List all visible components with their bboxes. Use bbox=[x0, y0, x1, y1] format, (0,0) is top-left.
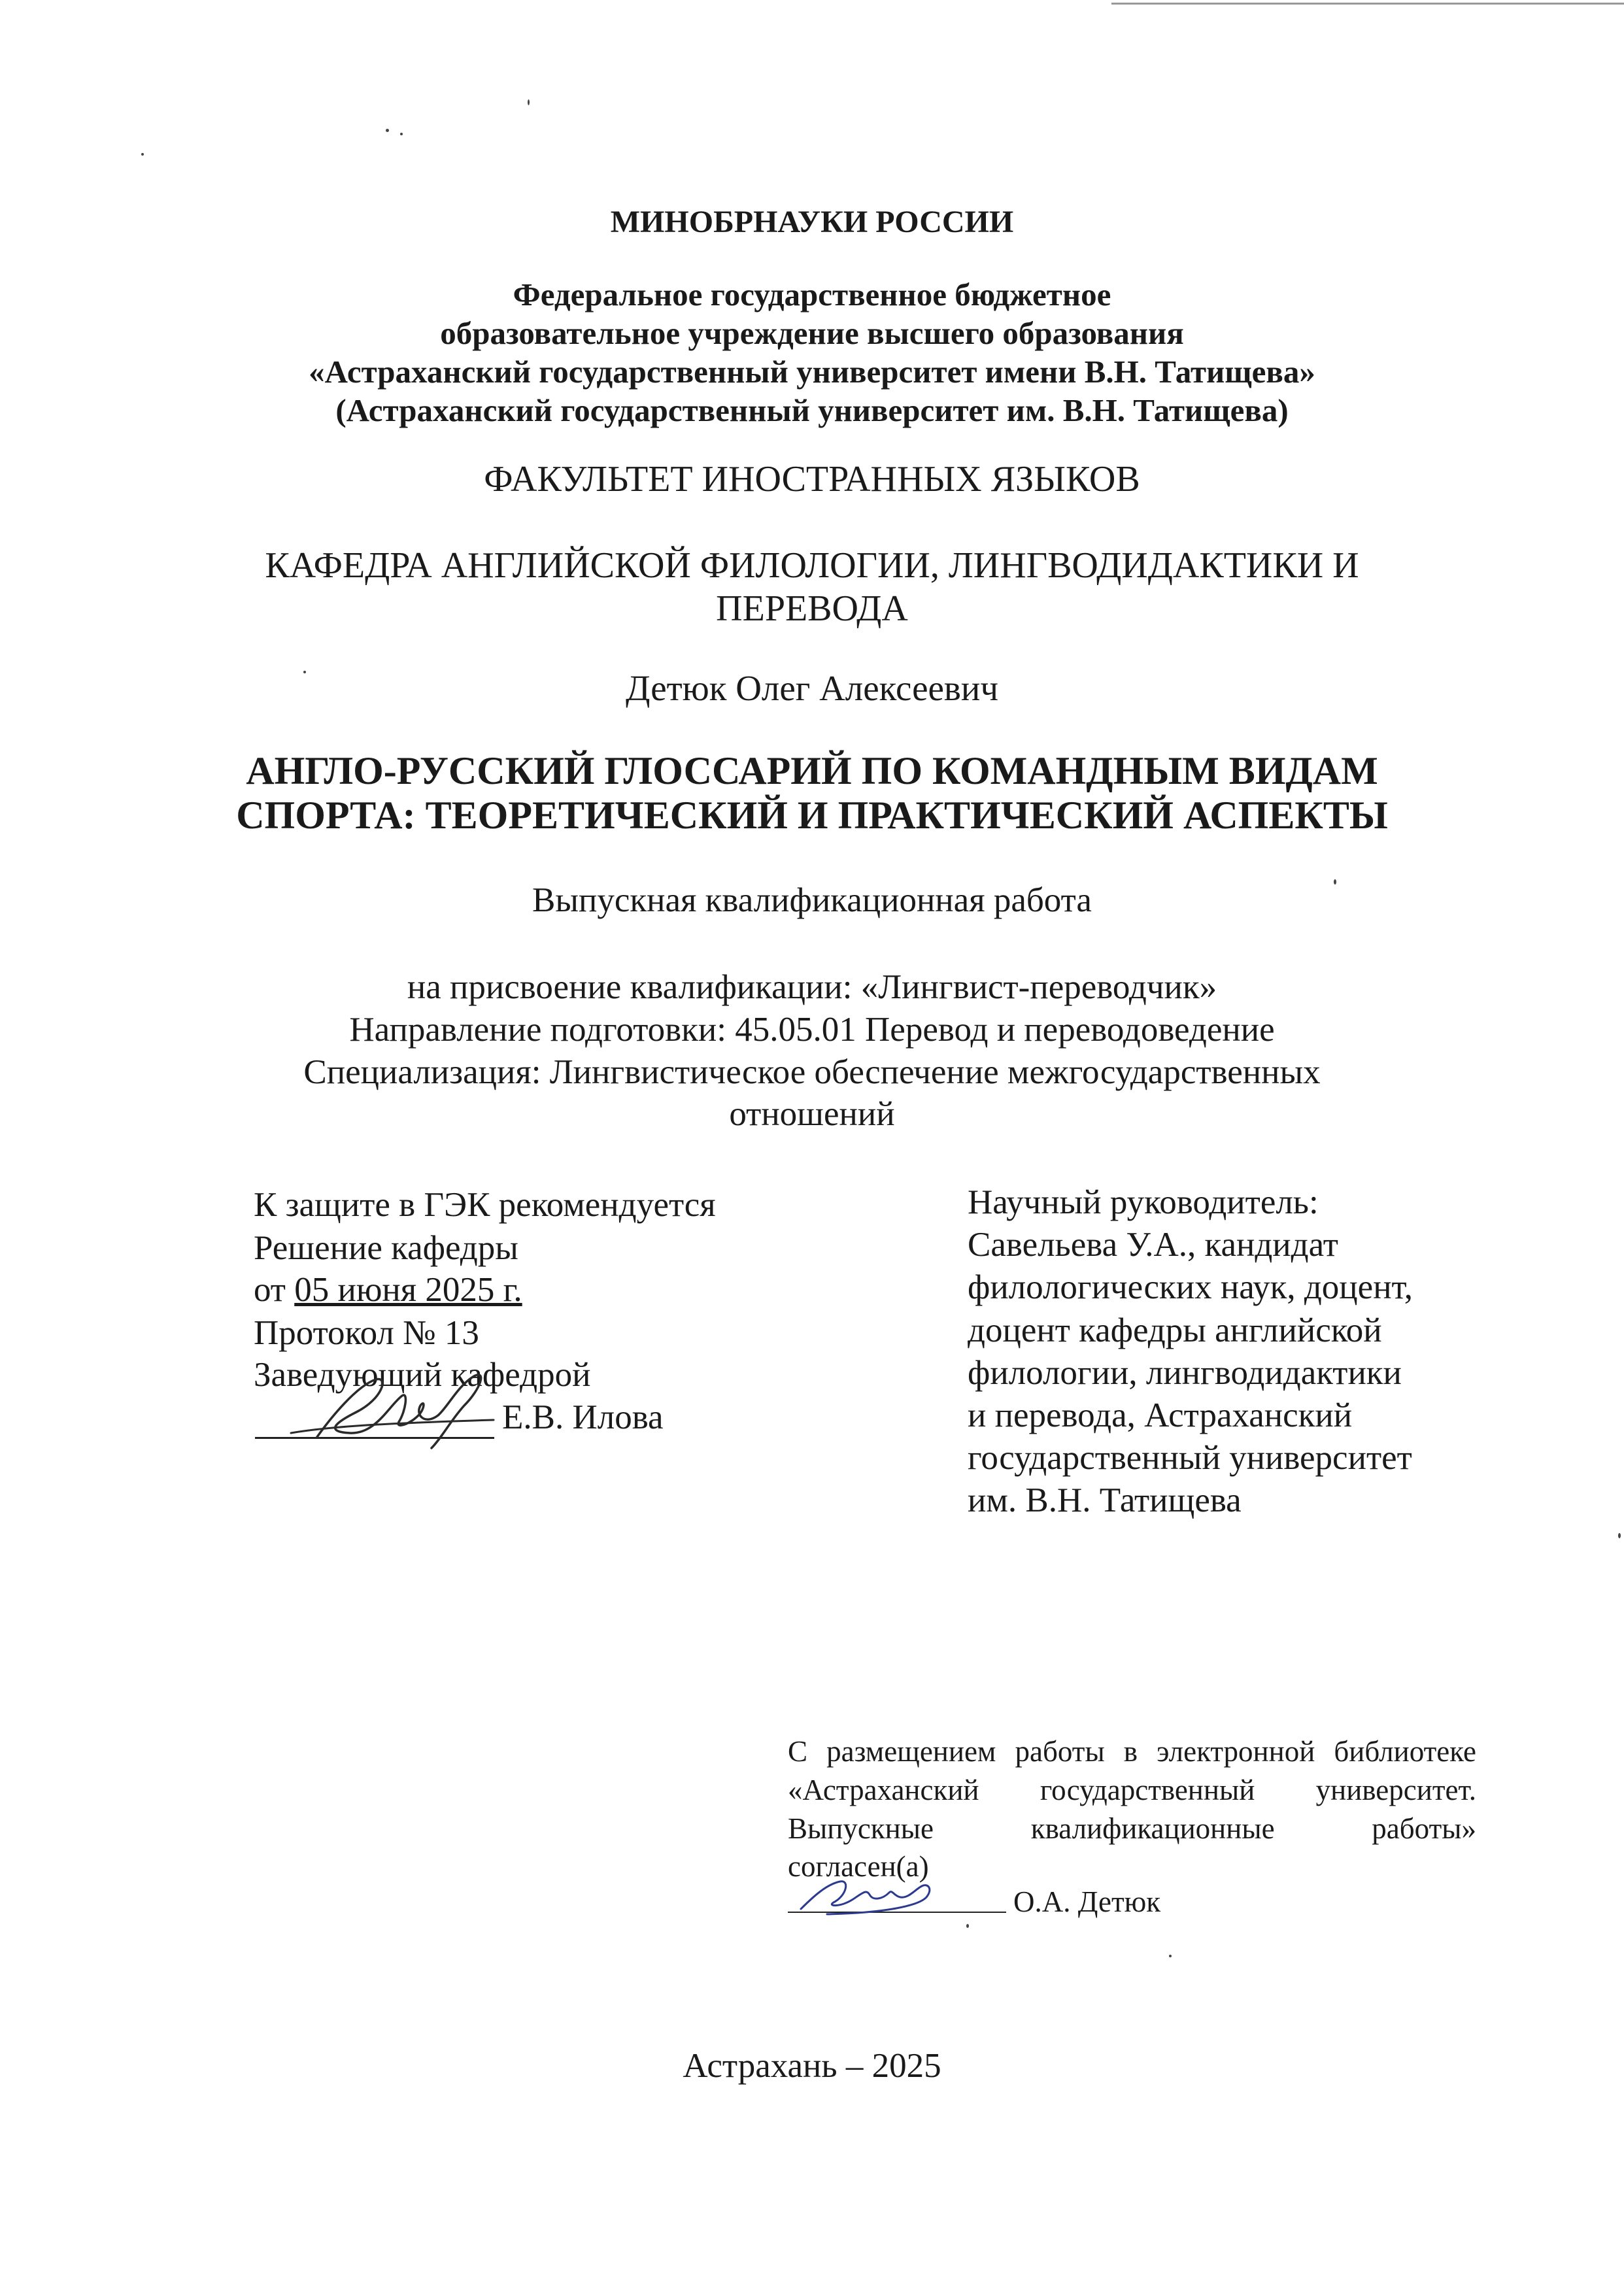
consent-word: электронной bbox=[1157, 1735, 1315, 1768]
approval-date-line bbox=[254, 1267, 522, 1313]
faculty-name: ФАКУЛЬТЕТ ИНОСТРАННЫХ ЯЗЫКОВ bbox=[484, 459, 1140, 499]
institution-line: «Астраханский государственный университет имени В.Н. Татищева» bbox=[309, 354, 1315, 390]
work-type: Выпускная квалификационная работа bbox=[532, 881, 1092, 919]
supervisor-line: доцент кафедры английской bbox=[968, 1311, 1382, 1349]
specialization-line: Специализация: Лингвистическое обеспечение межгосударственных bbox=[303, 1053, 1321, 1091]
scan-speck bbox=[141, 153, 144, 156]
institution-line: образовательное учреждение высшего образования bbox=[440, 315, 1184, 351]
consent-word: размещением bbox=[826, 1735, 996, 1768]
student-name: О.А. Детюк bbox=[1013, 1885, 1161, 1918]
scan-speck bbox=[400, 133, 403, 135]
thesis-title-line: АНГЛО-РУССКИЙ ГЛОССАРИЙ ПО КОМАНДНЫМ ВИДАМ bbox=[246, 749, 1378, 792]
scan-edge-line bbox=[1111, 3, 1624, 5]
supervisor-label: Научный руководитель: bbox=[968, 1183, 1319, 1221]
institution-line: (Астраханский государственный университет им. В.Н. Татищева) bbox=[335, 392, 1289, 428]
approval-protocol: Протокол № 13 bbox=[254, 1314, 479, 1352]
consent-word: государственный bbox=[1040, 1774, 1255, 1806]
department-line: ПЕРЕВОДА bbox=[716, 588, 908, 629]
consent-word: Выпускные bbox=[788, 1812, 934, 1845]
qualification-line: на присвоение квалификации: «Лингвист-переводчик» bbox=[407, 968, 1217, 1006]
department-head-name: Е.В. Илова bbox=[502, 1398, 664, 1436]
department-head-label: Заведующий кафедрой bbox=[254, 1356, 591, 1394]
consent-word: С bbox=[788, 1735, 808, 1768]
supervisor-line: Савельева У.А., кандидат bbox=[968, 1226, 1338, 1264]
consent-word: работы» bbox=[1372, 1812, 1476, 1845]
consent-word: квалификационные bbox=[1030, 1812, 1275, 1845]
consent-line bbox=[788, 1732, 1476, 1771]
scan-speck bbox=[1169, 1955, 1172, 1957]
consent-word: работы bbox=[1015, 1735, 1105, 1768]
supervisor-line: филологических наук, доцент, bbox=[968, 1268, 1413, 1306]
consent-word: библиотеке bbox=[1334, 1735, 1476, 1768]
scan-speck bbox=[528, 99, 530, 105]
student-signature bbox=[788, 1870, 945, 1922]
consent-line bbox=[788, 1771, 1476, 1810]
scan-speck bbox=[386, 129, 389, 132]
approval-line: Решение кафедры bbox=[254, 1229, 518, 1267]
approval-date: 05 июня 2025 г. bbox=[294, 1271, 522, 1309]
thesis-title-line: СПОРТА: ТЕОРЕТИЧЕСКИЙ И ПРАКТИЧЕСКИЙ АСПЕКТЫ bbox=[236, 794, 1388, 837]
department-line: КАФЕДРА АНГЛИЙСКОЙ ФИЛОЛОГИИ, ЛИНГВОДИДАКТИКИ И bbox=[265, 545, 1359, 586]
ministry-heading: МИНОБРНАУКИ РОССИИ bbox=[610, 205, 1014, 239]
supervisor-line: филологии, лингводидактики bbox=[968, 1354, 1402, 1392]
consent-word: «Астраханский bbox=[788, 1774, 979, 1806]
approval-line: К защите в ГЭК рекомендуется bbox=[254, 1186, 716, 1224]
consent-line bbox=[788, 1810, 1476, 1848]
scan-speck bbox=[1618, 1533, 1621, 1538]
city-year: Астрахань – 2025 bbox=[683, 2047, 941, 2085]
head-signature bbox=[278, 1360, 500, 1451]
author-name: Детюк Олег Алексеевич bbox=[626, 668, 998, 708]
direction-line: Направление подготовки: 45.05.01 Перевод и переводоведение bbox=[349, 1011, 1275, 1049]
approval-date-prefix: от bbox=[254, 1271, 286, 1309]
consent-line: согласен(а) bbox=[788, 1850, 929, 1883]
scan-speck bbox=[966, 1924, 969, 1928]
supervisor-line: государственный университет bbox=[968, 1439, 1412, 1477]
supervisor-line: им. В.Н. Татищева bbox=[968, 1481, 1242, 1519]
institution-line: Федеральное государственное бюджетное bbox=[513, 277, 1111, 312]
consent-word: университет. bbox=[1315, 1774, 1476, 1806]
consent-word: в bbox=[1123, 1735, 1138, 1768]
supervisor-line: и перевода, Астраханский bbox=[968, 1396, 1353, 1434]
specialization-line: отношений bbox=[729, 1095, 895, 1133]
